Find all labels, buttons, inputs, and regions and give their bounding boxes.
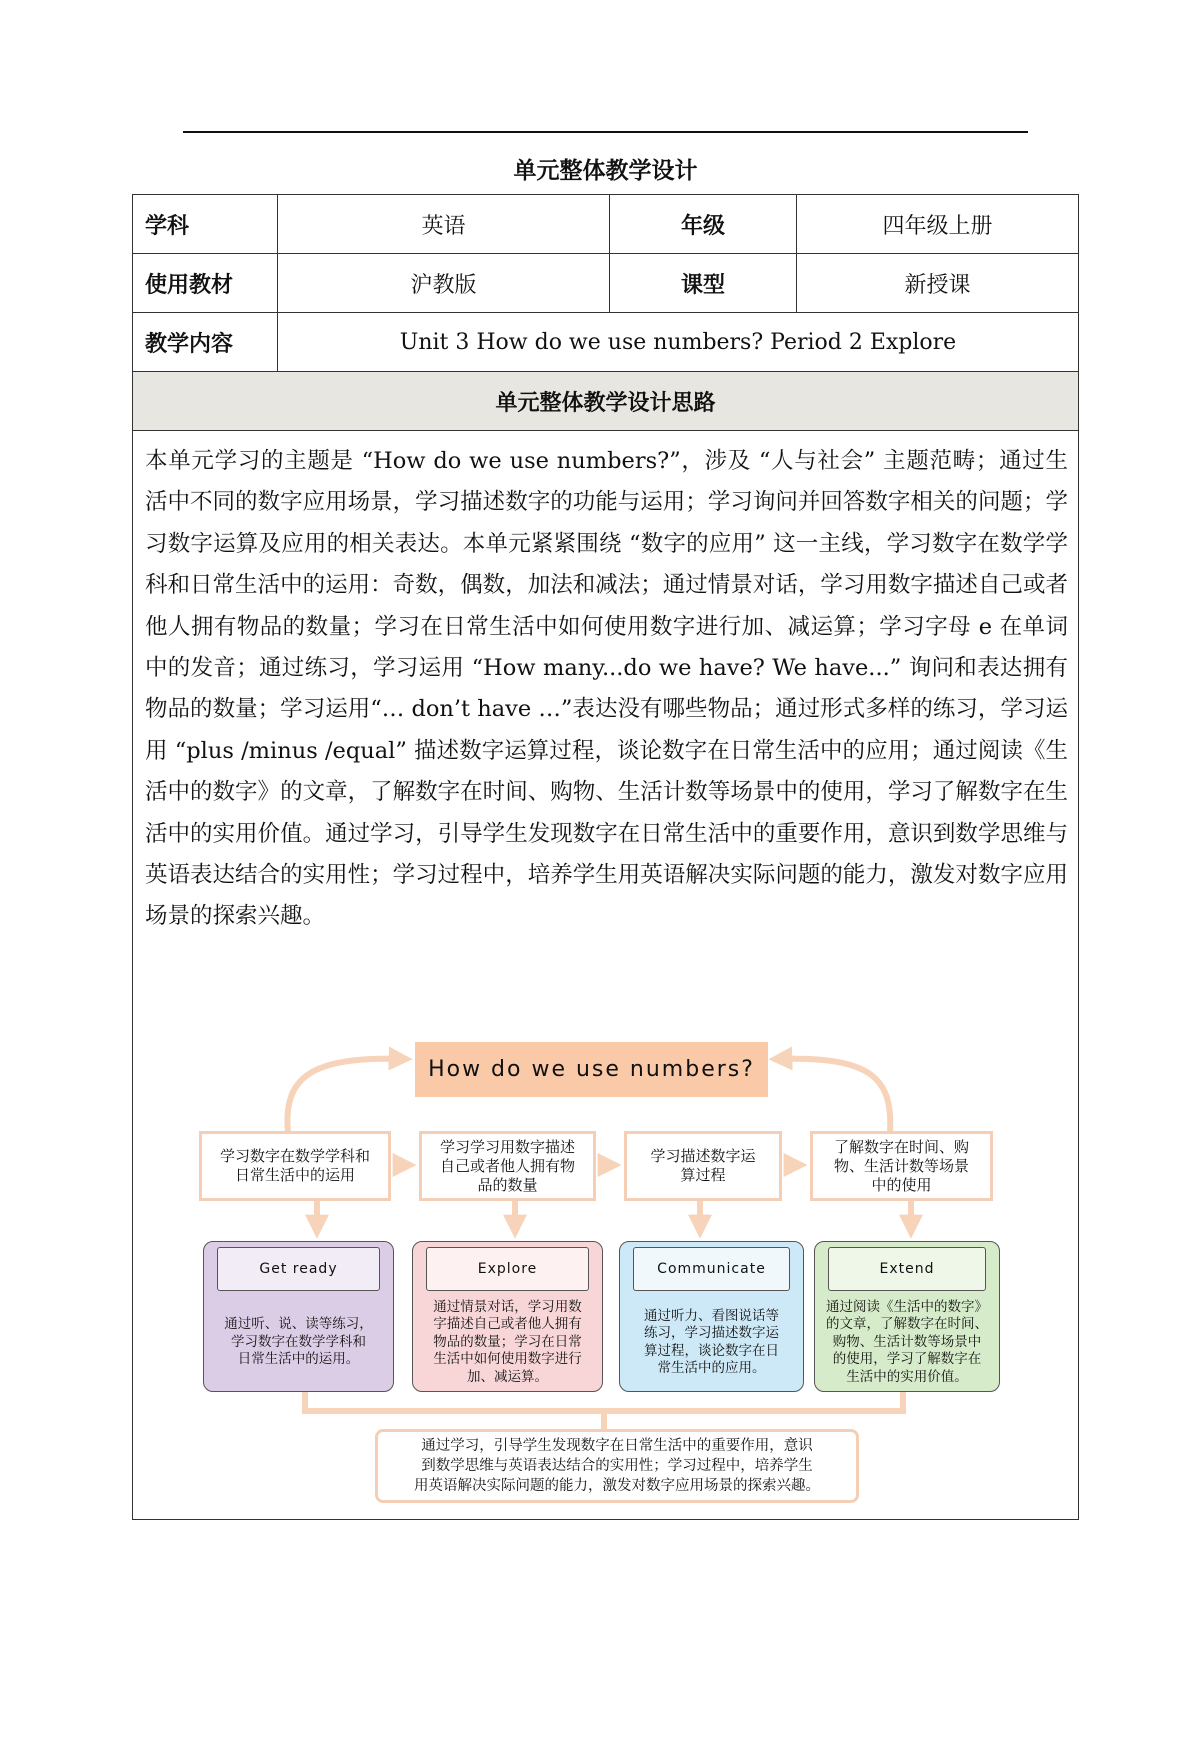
stage-card-line: 加、减运算。 [467,1368,548,1385]
stage-card-line: 日常生活中的运用。 [237,1351,360,1368]
stage-card-line: 物品的数量；学习在日常 [433,1333,582,1350]
flow-box-4-line: 物、生活计数等场景 [833,1156,969,1175]
stage-card-line: 的文章，了解数字在时间、 [826,1316,988,1333]
content-label: 教学内容 [133,313,278,372]
grade-value: 四年级上册 [797,195,1079,254]
stage-card-explore [412,1241,603,1392]
flow-box-4-line: 了解数字在时间、购 [833,1137,969,1156]
loop-arrow-left [287,1059,403,1133]
loop-arrow-right [778,1059,890,1133]
flow-box-1-line: 学习数字在数学学科和 [219,1147,370,1165]
flow-box-4 [810,1131,993,1201]
flow-box-3 [624,1131,782,1201]
content-value: Unit 3 How do we use numbers? Period 2 Explore [278,313,1079,372]
header-rule [183,131,1028,133]
flow-box-1 [199,1131,391,1201]
stage-card-get-ready [203,1241,394,1392]
stage-card-body [208,1298,389,1387]
flow-box-3-line: 学习描述数字运 [650,1147,756,1165]
design-body-cell [133,431,1079,1520]
subject-label: 学科 [133,195,278,254]
stage-card-line: 练习，学习描述数字运 [644,1325,779,1341]
stage-card-line: 学习数字在数学学科和 [231,1333,366,1350]
flow-box-2-line: 品的数量 [477,1175,538,1194]
subject-value: 英语 [278,195,610,254]
stage-card-title: Communicate [633,1247,790,1291]
flow-box-3-line: 算过程 [680,1166,726,1184]
flow-box-1-line: 日常生活中的运用 [234,1166,355,1184]
summary-line: 到数学思维与英语表达结合的实用性；学习过程中，培养学生 [421,1458,813,1474]
stage-card-line: 通过阅读《生活中的数字》 [826,1298,988,1315]
diagram-summary-box [375,1429,859,1503]
stage-card-body [417,1298,598,1387]
document-title: 单元整体教学设计 [513,158,698,184]
stage-card-line: 算过程，谈论数字在日 [644,1342,779,1359]
lesson-plan-table [132,194,1079,1520]
stage-card-title: Get ready [217,1247,380,1291]
flow-box-2-line: 自己或者他人拥有物 [439,1156,575,1175]
stage-card-body [624,1298,799,1387]
lesson-type-label: 课型 [610,254,797,313]
stage-card-line: 字描述自己或者他人拥有 [433,1316,582,1333]
section-heading: 单元整体教学设计思路 [133,372,1079,431]
grade-label: 年级 [610,195,797,254]
stage-card-line: 通过听力、看图说话等 [644,1307,779,1324]
stage-card-line: 的使用，学习了解数字在 [832,1351,982,1368]
stage-card-title: Explore [426,1247,589,1291]
stage-card-line: 通过情景对话，学习用数 [433,1298,582,1315]
textbook-value: 沪教版 [278,254,610,313]
stage-card-line: 通过听、说、读等练习， [224,1316,373,1333]
lesson-type-value: 新授课 [797,254,1079,313]
stage-card-title: Extend [828,1247,986,1291]
stage-card-body [819,1298,995,1387]
flow-box-2-line: 学习学习用数字描述 [439,1137,575,1156]
stage-card-line: 生活中如何使用数字进行 [433,1351,582,1368]
stage-card-extend [814,1241,1000,1392]
textbook-label: 使用教材 [133,254,278,313]
diagram-title-box: How do we use numbers? [415,1042,768,1097]
design-paragraph: 本单元学习的主题是 “How do we use numbers?”，涉及 “人与社会” 主题范畴；通过生活中不同的数字应用场景，学习描述数字的功能与运用；学习询问并回答数字相关的问题；学习数字运算及应用的相关表达。本单元紧紧围绕 “数字的应用” 这一主线，学习数字在数学学科和日常生活中的运用：奇数，偶数，加法和减法；通过情景对话，学习用数字描述自己或者他人拥有物品的数量；学习在日常生活中如何使用数字进行加、减运算；学习字母 e 在单词中的发音；通过练习，学习运用 “How many...do we have? We have...” 询问和表达拥有物品的数量；学习运用“… don’t have …”表达没有哪些物品；通过形式多样的练习，学习运用 “plus /minus /equal” 描述数字运算过程，谈论数字在日常生活中的应用；通过阅读《生活中的数字》的文章，了解数字在时间、购物、生活计数等场景中的使用，学习了解数字在生活中的实用价值。通过学习，引导学生发现数字在日常生活中的重要作用，意识到数学思维与英语表达结合的实用性；学习过程中，培养学生用英语解决实际问题的能力，激发对数字应用场景的探索兴趣。 [145,448,1068,930]
stage-card-line: 生活中的实用价值。 [846,1368,968,1385]
flow-box-4-line: 中的使用 [871,1175,932,1194]
summary-line: 通过学习，引导学生发现数字在日常生活中的重要作用，意识 [421,1438,813,1454]
stage-card-line: 常生活中的应用。 [657,1360,766,1376]
summary-line: 用英语解决实际问题的能力，激发对数字应用场景的探索兴趣。 [414,1478,820,1494]
flow-box-2 [419,1131,596,1201]
stage-card-line: 购物、生活计数等场景中 [832,1333,982,1350]
stage-card-communicate [619,1241,804,1392]
